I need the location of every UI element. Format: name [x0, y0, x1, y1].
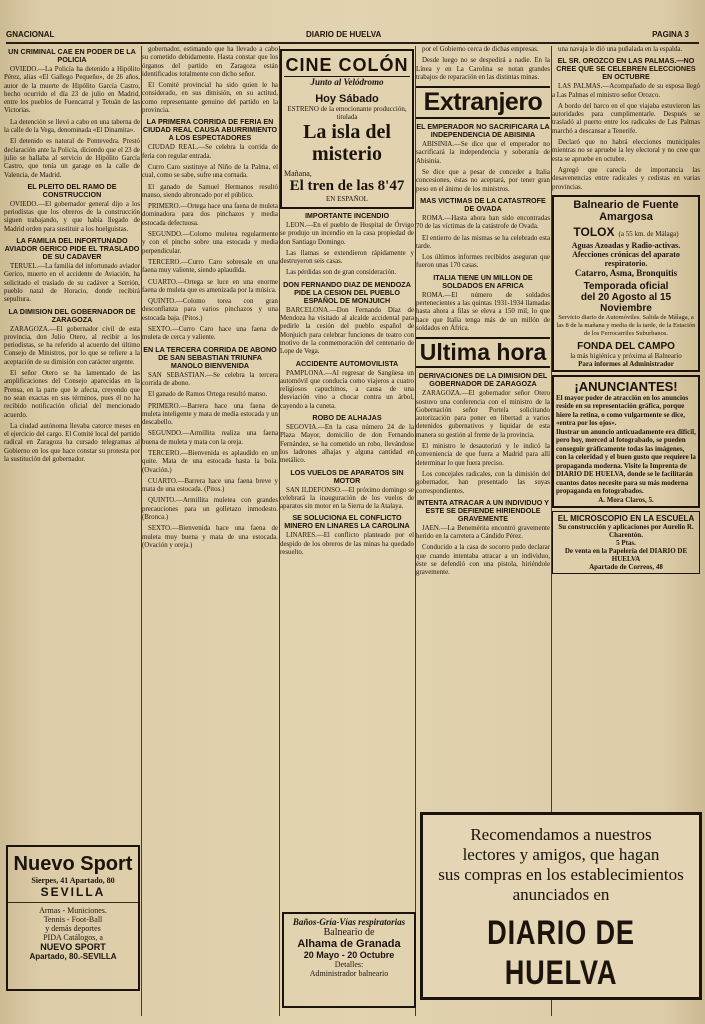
headline: MAS VICTIMAS DE LA CATASTROFE DE OVADA: [420, 195, 546, 213]
cinema-ad: [280, 49, 414, 209]
article-text: CIUDAD REAL.—Se celebra la corrida de feria con regular entrada.: [142, 144, 278, 160]
ad-text: TOLOX: [573, 224, 615, 239]
page-header: [6, 28, 699, 44]
ad-text: El mayor poder de atracción en los anuncios reside en su representación gráfica, porque hiere la retina, o como vulgarmente se dice, «entra por los ojos».: [556, 393, 689, 428]
headline: ITALIA TIENE UN MILLON DE SOLDADOS EN AFRICA: [433, 272, 533, 290]
ad-title: DIARIO DE HUELVA: [487, 914, 635, 992]
article-text: Se dice que a pesar de conceder a Italia concesiones, éstas no aceptará, por tener gran peso en el ánimo de los ministros.: [416, 169, 550, 193]
ad-text: (a 55 km. de Málaga): [618, 229, 679, 238]
article-text: SAN ILDEFONSO.—El próximo domingo se celebrará la inauguración de los vuelos de aparatos sin motor en la Sierra de la Atalaya.: [280, 486, 414, 511]
headline: EN LA TERCERA CORRIDA DE ABONO DE SAN SEBASTIAN TRIUNFA MANOLO BIENVENIDA: [143, 344, 277, 370]
ad-tolox: [552, 195, 700, 372]
ad-text: lectores y amigos, que hagan: [462, 845, 660, 864]
article-text: TERCERO.—Curro Caro sobresale en una faena muy valiente, siendo aplaudida.: [142, 258, 278, 275]
ad-text: Mañana,: [284, 169, 312, 178]
headline: EL SR. OROZCO EN LAS PALMAS.—NO CREE QUE SE CELEBREN ELECCIONES EN OCTUBRE: [556, 56, 696, 82]
ad-text: del 20 Agosto al 15 Noviembre: [580, 291, 672, 314]
article-text: El detenido es natural de Pontevedra. Prestó declaración ante la Policía, diciendo que el 23 de julio se hallaba al servicio de Hipólito García Castro, que tenía un garage en la calle de Valencia, de Madrid.: [4, 138, 140, 179]
article-text: QUINTO.—Armillita muletea con grandes precauciones para un golletazo inmodesto. (Bronca.): [142, 497, 278, 522]
ad-microscopio: [552, 511, 700, 574]
headline: ROBO DE ALHAJAS: [312, 413, 382, 423]
headline: SE SOLUCIONA EL CONFLICTO MINERO EN LINARES LA CAROLINA: [284, 513, 410, 531]
article-text: La ciudad autónoma llevaba catorce meses en el ejercicio del cargo. El Comité local del partido radical en Zaragoza ha cursado telegramas al Gobierno en los que hace constar su protesta por la sustitución del gobernador.: [4, 422, 140, 463]
column-2: [142, 46, 278, 1014]
article-text: LAS PALMAS.—Acompañado de su esposa llegó a Las Palmas el ministro señor Orozco.: [552, 83, 700, 99]
headline: UN CRIMINAL CAE EN PODER DE LA POLICIA: [8, 47, 136, 64]
ad-text: y demás deportes: [45, 924, 101, 933]
ad-text: Alhama de Granada: [297, 938, 401, 950]
ad-text: 20 Mayo - 20 Octubre: [303, 950, 395, 960]
article-text: Los concejales radicales, con la dimisión del gobernador, han presentado las suyas correspondientes.: [416, 470, 550, 495]
header-title: DIARIO DE HUELVA: [306, 30, 382, 39]
headline: EL PLEITO DEL RAMO DE CONSTRUCCION: [27, 181, 117, 199]
headline: LA FAMILIA DEL INFORTUNADO AVIADOR GERICO PIDE EL TRASLADO DE SU CADAVER: [4, 236, 140, 262]
article-text: Los últimos informes recibidos aseguran que fueron unas 170 casas.: [416, 254, 550, 270]
headline: EL EMPERADOR NO SACRIFICARA LA INDEPENDENCIA DE ABISINIA: [416, 122, 550, 140]
ad-text: SEVILLA: [40, 885, 106, 899]
ad-text: NUEVO SPORT: [40, 942, 106, 952]
article-text: ZARAGOZA.—El gobernador civil de esta provincia, don Julio Otero, al recibir a los periodistas, se ha referido al acuerdo del último Consejo de Ministros, por lo que se refiere a la aceptación de su dimisión con carácter urgente.: [4, 325, 140, 366]
headline: LA DIMISION DEL GOBERNADOR DE ZARAGOZA: [8, 306, 136, 324]
ad-text: Junto al Velódromo: [310, 77, 384, 87]
article-text: El entierro de las mismas se ha celebrado esta tarde.: [416, 234, 550, 250]
header-left: GNACIONAL: [6, 30, 55, 39]
ad-text: Balneario de: [323, 927, 375, 938]
article-text: SEXTO.—Curro Caro hace una faena de muleta de cerca y valiente.: [142, 326, 278, 342]
headline: IMPORTANTE INCENDIO: [304, 211, 390, 220]
article-text: SAN SEBASTIAN.—Se celebra la tercera corrida de abono.: [142, 371, 278, 387]
article-text: gobernador, estimando que ha llevado a cabo su cometido debidamente. Hasta constar que los órganos del partido en Zaragoza están identificados totalmente con dicho señor.: [142, 46, 278, 78]
ad-text: Tennis - Foot-Ball: [43, 915, 103, 924]
article-text: Agregó que carecía de importancia las desavenencias entre radicales y cedistas en varias provincias.: [552, 166, 700, 191]
article-text: A bordo del barco en el que viajaba estuvieron las autoridades para cumplimentarle. Después se trasladó al puerto entre los radicales de Las Palmas marchó a descansar a Tenerife.: [552, 102, 700, 135]
ad-text: Servicio diario de Automóviles. Salida de Málaga, a las 8 de la mañana y media de la tarde, de la Estación de los Ferrocarriles Suburbanos.: [556, 313, 696, 337]
ad-text: FONDA DEL CAMPO: [577, 340, 675, 352]
cinema-name: CINE COLÓN: [285, 55, 409, 75]
article-text: PRIMERO.—Barrera hace una faena de muleta inteligente y mata de media estocada y un descabello.: [142, 402, 278, 427]
article-text: Conducido a la casa de socorro pudo declarar que cuando intentaba atracar a un individuo, éste se defendió con una pistola, hiriéndole gravemente.: [416, 544, 550, 577]
article-text: JAEN.—La Benemérita encontró gravemente herido en la carretera a Cándido Pérez.: [416, 524, 550, 541]
article-text: PAMPLONA.—Al regresar de Sangüesa un automóvil que conducía como viajeros a cuatro religiosos capuchinos, a causa de una desviación vino a chocar contra un árbol, cayendo a la cuneta.: [280, 369, 414, 410]
ad-text: EN ESPAÑOL: [326, 195, 368, 203]
article-text: TERUEL.—La familia del infortunado aviador Gerico, muerto en el accidente de Aviación, ha solicitado el traslado de su cadáver a Serrión, pueblo natal de Horacio, donde recibirá sepultura.: [4, 263, 140, 304]
article-text: SEGOVIA.—En la casa número 24 de la Plaza Mayor, domicilio de don Fernando Fernández, se ha cometido un robo, llevándose los ladrones alhajas y alguna cantidad en metálico.: [280, 424, 414, 465]
column-1: [4, 46, 140, 841]
ad-text: EL MICROSCOPIO EN LA ESCUELA: [557, 513, 695, 523]
ad-text: Aguas Azoadas y Radio-activas.: [571, 240, 681, 250]
article-text: Las pérdidas son de gran consideración.: [286, 269, 397, 277]
article-text: CUARTO.—Barrera hace una faena breve y mata de una estocada. (Pitos.): [142, 477, 278, 494]
article-text: SEXTO.—Bienvenida hace una faena de muleta muy buena y mata de una estocada. (Ovación y oreja.): [142, 525, 278, 549]
ad-text: Su construcción y aplicaciones por Aurelio R. Charentón.: [558, 522, 694, 539]
ad-text: Catarro, Asma, Bronquitis: [574, 267, 678, 278]
headline: LOS VUELOS DE APARATOS SIN MOTOR: [290, 467, 404, 485]
ad-text: Hoy Sábado: [315, 93, 379, 105]
article-text: TERCERO.—Bienvenida es aplaudido en un quite. Mata de una estocada hasta la bola. (Ovación.): [142, 449, 278, 474]
article-text: CUARTO.—Ortega se luce en una enorme faena de muleta que es amenizada por la música.: [142, 278, 278, 294]
film-title: El tren de las 8'47: [289, 178, 405, 194]
article-text: Declaró que no habrá elecciones municipales mientras no se apruebe la ley electoral y no cree que esta se apruebe en octubre.: [552, 139, 700, 163]
ad-text: sus compras en los establecimientos anunciados en: [438, 865, 684, 904]
column-5: [552, 46, 700, 806]
article-text: OVIEDO.—La Policía ha detenido a Hipólito Pérez, alias «El Gallego Pequeño», de 26 años, autor de la muerte de Hipólito García Castro, hecho ocurrido el día 23 de julio en Madrid, entre los pueblos de Fuencarral y Tetuán de las Victorias.: [4, 66, 140, 115]
article-text: ROMA.—El número de soldados pertenecientes a las quintas 1931-1934 llamadas hasta ahora a filas se eleva a 150 mil, lo que hace que Italia tenga más de un millón de soldados en África.: [416, 291, 550, 332]
ad-nuevo-sport: [6, 845, 140, 991]
ad-text: Sierpes, 41 Apartado, 80: [31, 876, 115, 885]
ad-text: Temporada oficial: [583, 280, 669, 292]
article-text: BARCELONA.—Don Fernando Díaz de Mendoza ha visitado al alcalde accidental para pedirle la cesión del pueblo español de Monjuich para celebrar funciones de teatro con motivo de la conmemoración del centenario de Lope de Vega.: [280, 306, 414, 356]
ad-diario-de-huelva: [420, 812, 702, 1000]
article-text: Las llamas se extendieron rápidamente y destruyeron seis casas.: [280, 249, 414, 266]
ad-text: Para informes al Administrador: [578, 359, 674, 368]
article-text: SEGUNDO.—Armillita realiza una faena buena de muleta y mata con la oreja.: [142, 430, 278, 446]
ad-anunciantes: [552, 375, 700, 508]
ad-text: PIDA Catálogos, a: [43, 933, 103, 942]
ad-text: A. Mora Claros, 5.: [598, 495, 654, 504]
ad-text: Baños-Gría-Vías respiratorias: [292, 917, 406, 927]
article-text: SEGUNDO.—Colomo muletea regularmente y con el pincho sobre una estocada y media perpendicular.: [142, 231, 278, 255]
ad-balneario-alhama: [282, 912, 416, 1008]
article-text: El ganado de Samuel Hermanos resultó manso, siendo abroncado por el público.: [142, 183, 278, 199]
article-text: PRIMERO.—Ortega hace una faena de muleta dominadora para dos pinchazos y media estocada defectuosa.: [142, 203, 278, 227]
article-text: El ministro le desautorizó y le indicó la conveniencia de que fuera a Madrid para allí determinar lo que fuera preciso.: [416, 443, 550, 467]
article-text: El Comité provincial ha sido quien le ha considerado, en sus dimisión, en su actitud, como representante genuino del partido en la provincia.: [142, 82, 278, 115]
article-text: LINARES.—El conflicto planteado por el despido de los obreros de las minas ha quedado resuelto.: [280, 532, 414, 557]
ad-text: Apartado, 80.-SEVILLA: [29, 952, 117, 961]
headline: LA PRIMERA CORRIDA DE FERIA EN CIUDAD REAL CAUSA ABURRIMIENTO A LOS ESPECTADORES: [142, 117, 278, 143]
column-3: [280, 46, 414, 906]
article-text: Curro Caro sustituye al Niño de la Palma, el cual, como se sabe, sufre una cornada.: [142, 163, 278, 180]
headline: INTENTA ATRACAR A UN INDIVIDUO Y ESTE SE DEFIENDE HIRIENDOLE GRAVEMENTE: [417, 497, 549, 523]
headline: DERIVACIONES DE LA DIMISION DEL GOBERNADOR DE ZARAGOZA: [418, 371, 548, 389]
article-text: una navaja le dió una puñalada en la espalda.: [558, 46, 683, 53]
ad-text: Balneario de Fuente Amargosa: [573, 198, 679, 223]
article-text: ZARAGOZA.—El gobernador señor Otero sostuvo una conferencia con el ministro de la Gobernación señor Portela solicitando autorización para poner en libertad a varios detenidos gubernativos y liquidar de esta manera su gestión al frente de la provincia.: [416, 390, 550, 439]
ad-text: Recomendamos a nuestros: [470, 825, 652, 844]
ad-text: Afecciones crónicas del aparato respiratorio.: [572, 249, 680, 268]
article-text: El ganado de Ramos Ortega resultó manso.: [148, 391, 268, 399]
headline: ACCIDENTE AUTOMOVILISTA: [295, 358, 399, 368]
article-text: OVIEDO.—El gobernador general dijo a los periodistas que los obreros de la construcción siguen trabajando, y que había llegado de Madrid orden para sustituir a los huelguistas.: [4, 200, 140, 233]
ad-title: Nuevo Sport: [13, 853, 133, 875]
article-text: El señor Otero se ha lamentado de las amplificaciones del Consejo aparecidas en la Prensa, en la parte que le afecta, creyendo que no sean exactas en sus términos, pues él no ha recibido notificación oficial del mencionado acuerdo.: [4, 370, 140, 419]
ad-text: De venta en la Papelería del DIARIO DE HUELVA: [564, 546, 688, 563]
ad-text: 5 Ptas.: [616, 538, 636, 547]
article-text: La detención se llevó a cabo en una taberna de la calle de la Vega, denominada «El Dinamita».: [4, 118, 140, 135]
headline: DON FERNANDO DIAZ DE MENDOZA PIDE LA CESION DEL PUEBLO ESPAÑOL DE MONJUICH: [283, 279, 411, 305]
article-text: QUINTO.—Colomo torea con gran desconfianza para varios pinchazos y una estocada baja. (Pitos.): [142, 298, 278, 322]
ad-text: Armas - Municiones.: [39, 906, 107, 915]
ad-text: la más higiénica y próxima al Balneario: [570, 351, 682, 360]
article-text: por el Gobierno cerca de dichas empresas.: [422, 46, 539, 53]
ad-text: Ilustrar un anuncio anticuadamente era difícil, pero hoy, merced al fotograbado, se pueden conseguir gráficamente todas las imágenes, con la celeridad y el buen gusto que requiere la propaganda moderna. Visite la Imprenta de DIARIO DE HUELVA, donde se le facilitarán cuantos datos necesite para su más moderna propaganda en fotograbados.: [556, 427, 696, 496]
film-title: La isla del misterio: [303, 121, 391, 165]
article-text: Desde luego no se despedirá a nadie. En la Línea y en La Carolina se notan grandes trabajos de reparación en las distintas minas.: [416, 57, 550, 81]
article-text: ABISINIA.—Se dice que el emperador no sacrificará la independencia y soberanía de Abisinia.: [416, 141, 550, 165]
header-page: PAGINA 3: [652, 30, 689, 39]
section-title: Ultima hora: [416, 337, 550, 368]
ad-text: Apartado de Correos, 48: [589, 562, 663, 571]
ad-title: ¡ANUNCIANTES!: [574, 378, 678, 394]
ad-text: Administrador balneario: [309, 969, 389, 978]
ad-text: ESTRENO de la emocionante producción, titulada: [287, 105, 407, 121]
ad-text: Detalles:: [334, 960, 364, 969]
article-text: LEON.—En el pueblo de Hospital de Órvigo se produjo un incendio en la casa propiedad de don Santiago Domingo.: [280, 222, 414, 246]
column-4: [416, 46, 550, 806]
section-title: Extranjero: [416, 86, 550, 119]
article-text: ROMA.—Hasta ahora han sido encontradas 70 de las víctimas de la catástrofe de Ovada.: [416, 214, 550, 231]
